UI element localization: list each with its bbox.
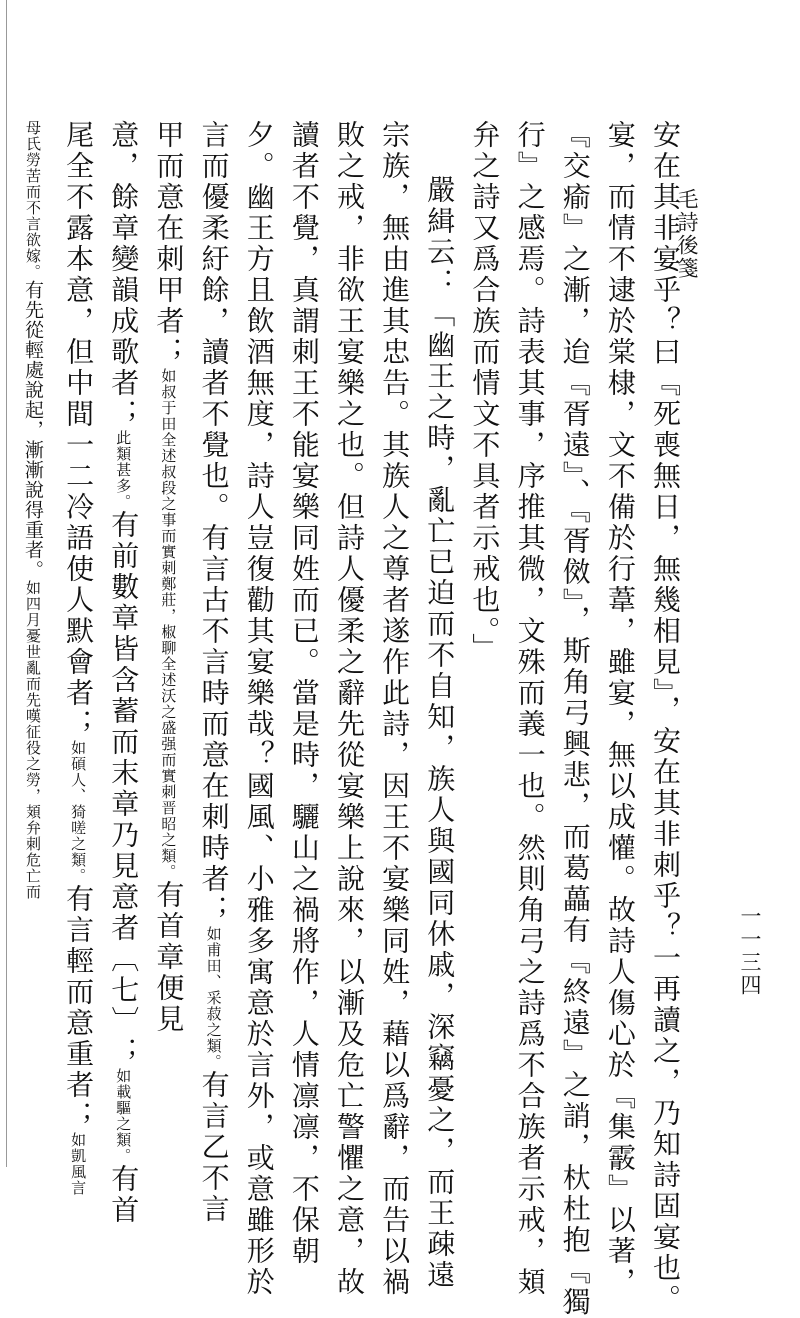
page-number: 一一三四	[738, 905, 762, 997]
annotation: 如碩人、猗嗟之類。	[69, 740, 88, 884]
text-column-4: 行』之感焉。詩表其事，序推其微，文殊而義一也。然則角弓之詩爲不合族者示戒，頍	[513, 120, 547, 1298]
annotation: 此類甚多。	[114, 430, 133, 510]
text-column-8: 敗之戒，非欲王宴樂之也。但詩人優柔之辭先從宴樂上說來，以漸及危亡警懼之意，故	[333, 120, 366, 1298]
text-column-12: 甲而意在刺甲者；如叔于田全述叔段之事而實刺鄭莊，椒聊全述沃之盛强而實刺晋昭之類。有首章便見	[152, 120, 186, 1035]
text-column-14: 尾全不露本意，但中間一二冷語使人默會者；如碩人、猗嗟之類。有言輕而意重者；如凱風言	[62, 120, 96, 1196]
text-column-1: 安在其非宴乎？曰『死喪無日，無幾相見』，安在其非刺乎？一再讀之，乃知詩固宴也。	[649, 120, 682, 1315]
annotation: 如叔于田全述叔段之事而實刺鄭莊，椒聊全述沃之盛强而實刺晋昭之類。	[159, 368, 178, 880]
annotation: 如載驅之類。	[114, 1068, 133, 1164]
text-column-11: 言而優柔紆餘，讀者不覺也。有言古不言時而意在刺時者；如甫田、采菽之類。有言乙不言	[197, 120, 231, 1225]
text-column-15: 母氏勞苦而不言欲嫁。有先從輕處說起，漸漸說得重者。如四月憂世亂而先嘆征役之勞，頍弁刺危亡而	[22, 120, 44, 900]
text-column-10: 夕。幽王方且飲酒無度，詩人豈復勸其宴樂哉？國風、小雅多寓意於言外，或意雖形於	[242, 120, 276, 1298]
annotation: 如甫田、采菽之類。	[204, 926, 223, 1070]
text-column-5: 弁之詩又爲合族而情文不具者示戒也。」	[468, 120, 502, 664]
annotation: 如凱風言	[69, 1132, 88, 1196]
text-column-13: 意，餘章變韻成歌者；此類甚多。有前數章皆含蓄而末章乃見意者〔七〕；如載驅之類。有首	[107, 120, 141, 1226]
running-title: 毛詩後箋	[675, 188, 699, 280]
annotation: 如四月憂世亂而先嘆征役之勞，頍弁刺危亡而	[24, 580, 42, 900]
text-column-6: 嚴緝云：「幽王之時，亂亡已迫而不自知，族人與國同休戚，深竊憂之，而王疎遠	[423, 175, 457, 1291]
text-column-7: 宗族，無由進其忠告。其族人之尊者遂作此詩，因王不宴樂同姓，藉以爲辭，而告以禍	[378, 120, 412, 1298]
page-edge-rule	[6, 0, 7, 1167]
text-column-2: 宴，而情不逮於棠棣，文不備於行葦，雖宴，無以成懽。故詩人傷心於『集霰』以著，	[603, 120, 637, 1298]
text-column-3: 『交瘉』之漸，迨『胥遠』、『胥傚』，斯角弓興悲，而葛藟有『終遠』之誚，杕杜抱『獨	[558, 120, 592, 1318]
text-column-9: 讀者不覺，真謂刺王不能宴樂同姓而已。當是時，驪山之禍將作，人情凛凛，不保朝	[287, 120, 321, 1267]
